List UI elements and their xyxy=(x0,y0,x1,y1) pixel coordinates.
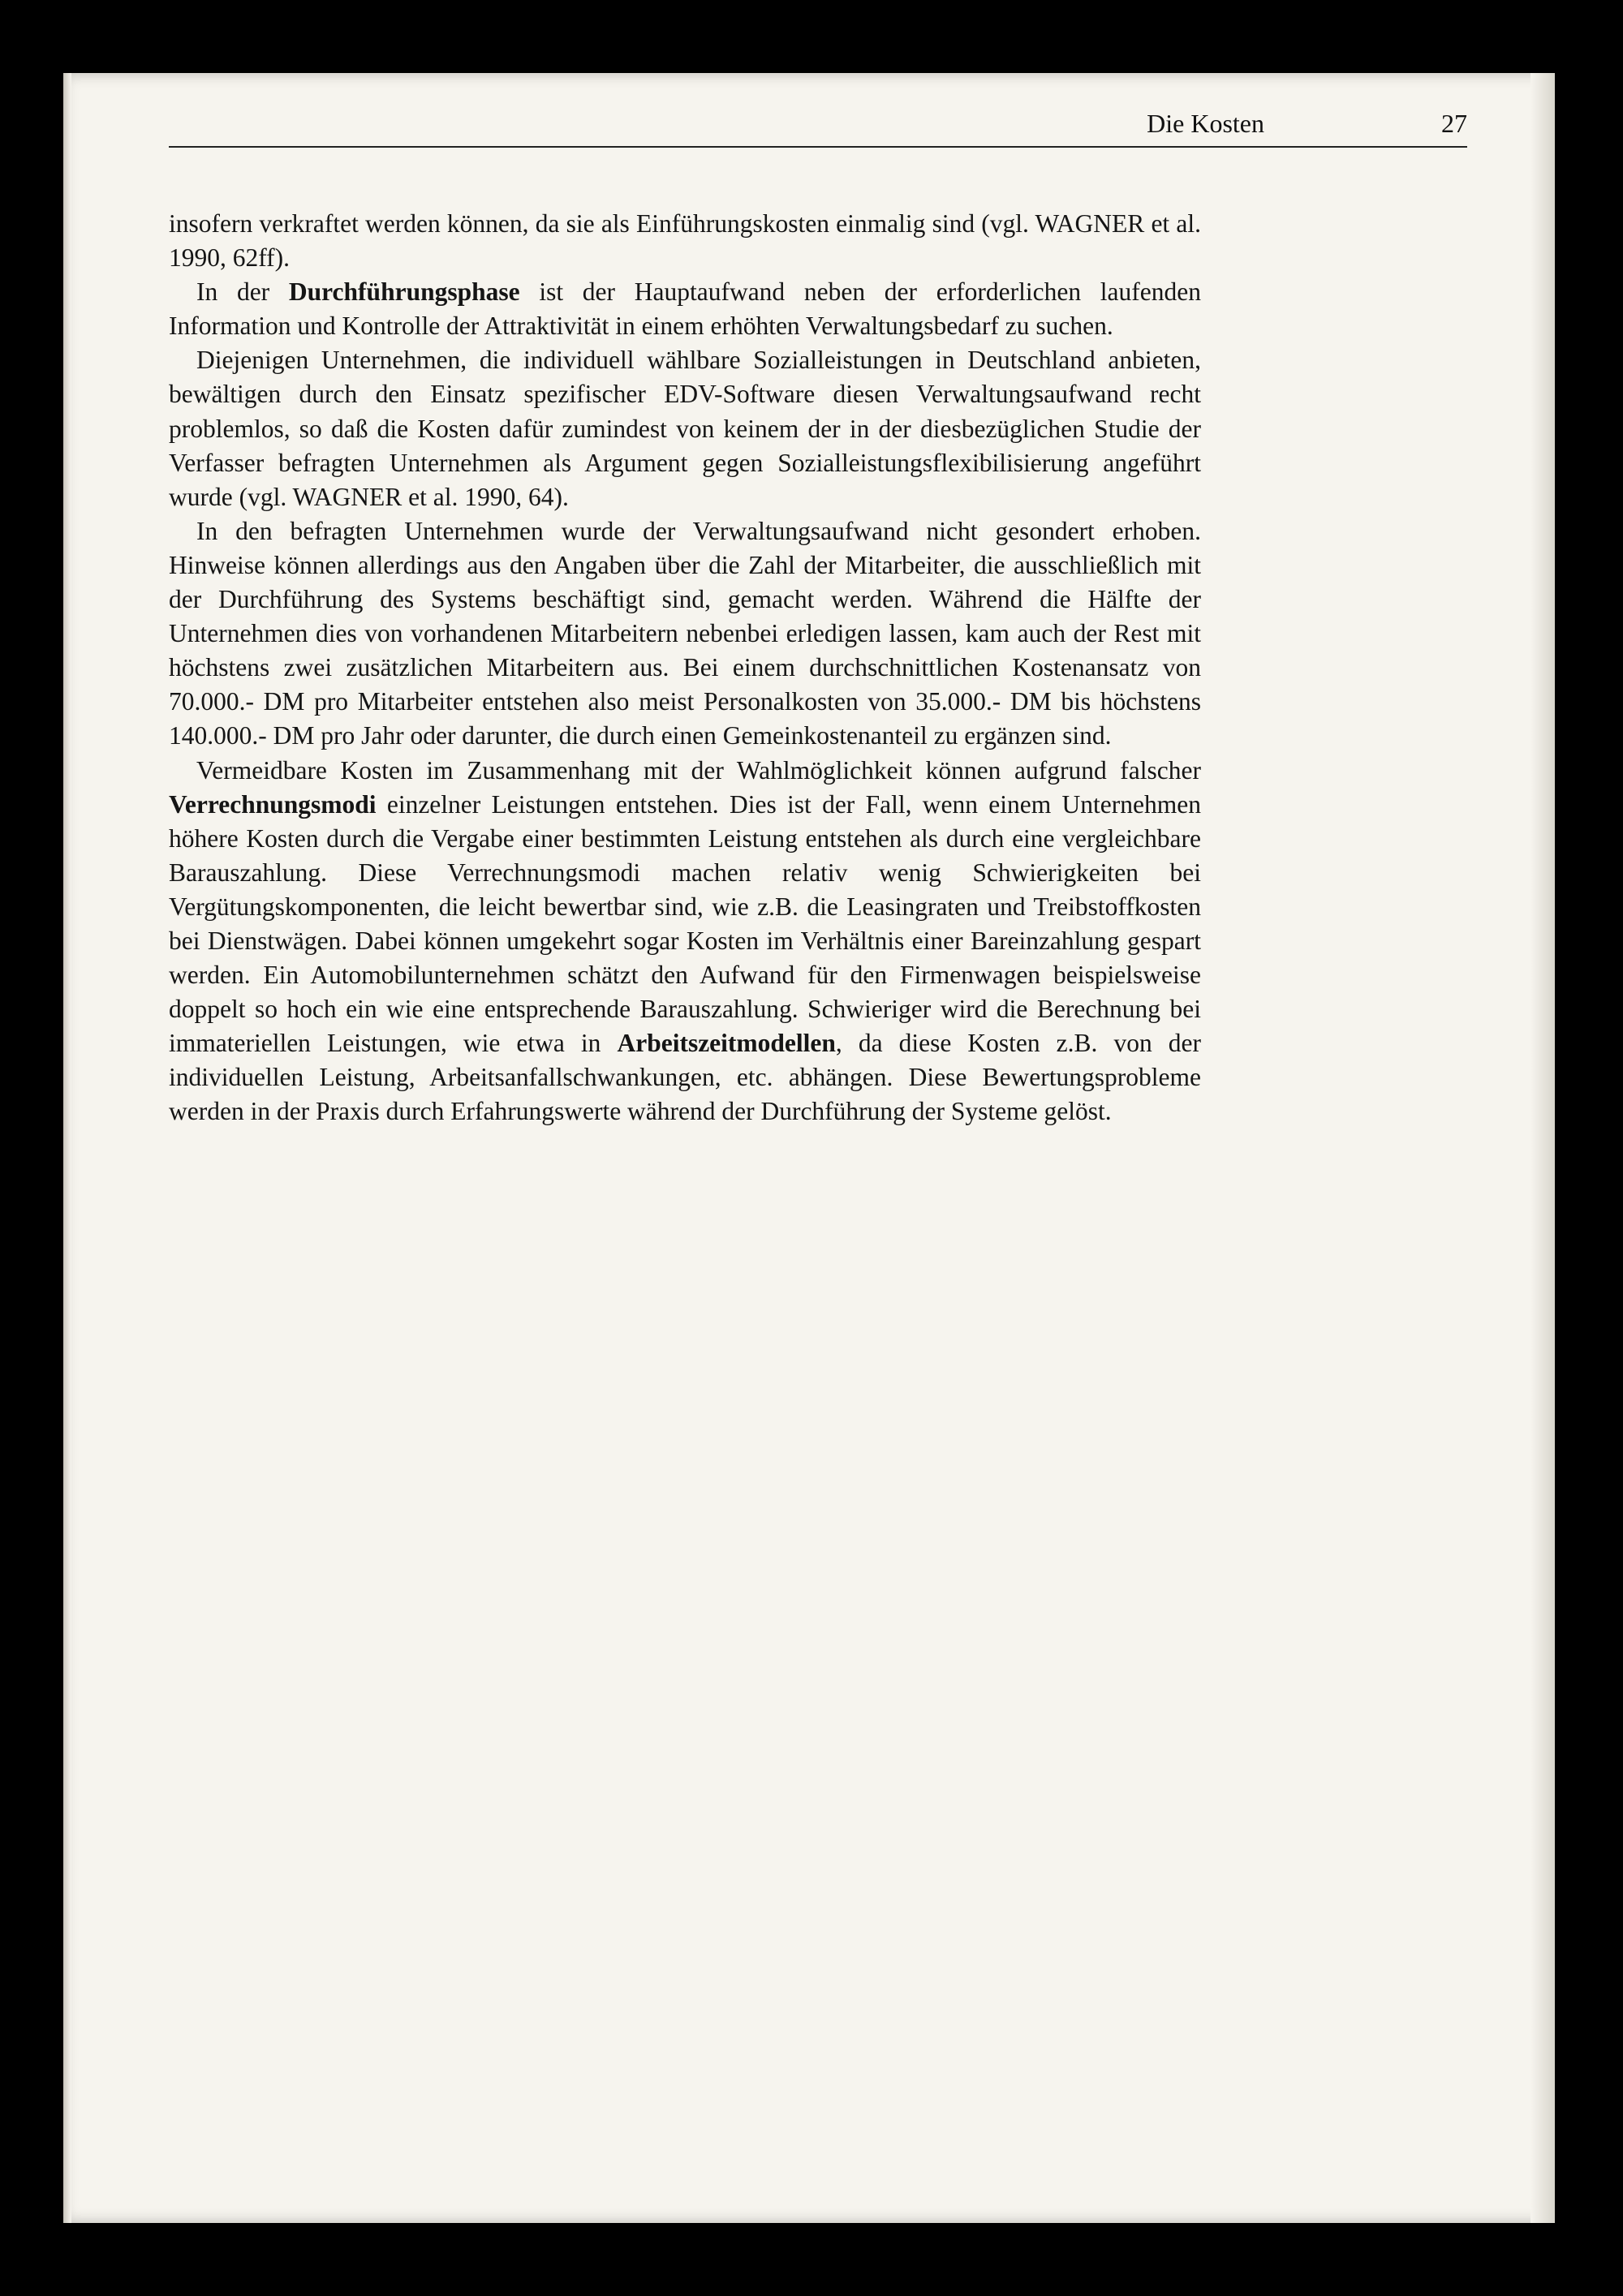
text-segment: Vermeidbare Kosten im Zusammenhang mit der Wahlmöglichkeit können aufgrund falscher xyxy=(196,755,1201,785)
text-segment: , da diese Kosten z.B. von der individuellen Leistung, Arbeitsanfallschwankungen, etc. abhängen. Diese Bewertungsprobleme werden in der Praxis durch Erfahrungswerte während der Durchführung der Systeme gelöst. xyxy=(169,1029,1201,1126)
text-segment: Diejenigen Unternehmen, die individuell wählbare Sozialleistungen in Deutschland anbieten, bewältigen durch den Einsatz spezifischer EDV-Software diesen Verwaltungsaufwand recht problemlos, so daß die Kosten dafür zumindest von keinem der in der diesbezüglichen Studie der Verfasser befragten Unternehmen als Argument gegen Sozialleistungsflexibilisierung angeführt wurde (vgl. WAGNER et al. 1990, 64). xyxy=(169,346,1201,511)
text-segment: insofern verkraftet werden können, da sie als Einführungskosten einmalig sind (vgl. WAGNER et al. 1990, 62ff). xyxy=(169,209,1201,273)
paragraph-5 xyxy=(169,754,1201,1129)
text-segment: einzelner Leistungen entstehen. Dies ist der Fall, wenn einem Unternehmen höhere Kosten durch die Vergabe einer bestimmten Leistung entstehen als durch eine vergleichbare Barauszahlung. Diese Verrechnungsmodi machen relativ wenig Schwierigkeiten bei Vergütungskomponenten, die leicht bewertbar sind, wie z.B. die Leasingraten und Treibstoffkosten bei Dienstwägen. Dabei können umgekehrt sogar Kosten im Verhältnis einer Bareinzahlung gespart werden. Ein Automobilunternehmen schätzt den Aufwand für den Firmenwagen beispielsweise doppelt so hoch ein wie eine entsprechende Barauszahlung. Schwieriger wird die Berechnung bei immateriellen Leistungen, wie etwa in xyxy=(169,789,1201,1058)
body-text xyxy=(169,207,1201,1129)
page-right-edge xyxy=(1530,73,1555,2223)
bold-term: Verrechnungsmodi xyxy=(169,789,377,819)
header-rule xyxy=(169,146,1467,148)
bold-term: Durchführungsphase xyxy=(288,277,520,307)
text-segment: ist der Hauptaufwand neben der erforderlichen laufenden Information und Kontrolle der Attraktivität in einem erhöhten Verwaltungsbedarf zu suchen. xyxy=(169,277,1201,341)
page-binding-shadow xyxy=(63,73,71,2223)
paragraph-4 xyxy=(169,514,1201,754)
paragraph-2 xyxy=(169,275,1201,343)
running-header xyxy=(169,104,1467,153)
bold-term: Arbeitszeitmodellen xyxy=(617,1029,836,1058)
text-segment: In den befragten Unternehmen wurde der Verwaltungsaufwand nicht gesondert erhoben. Hinweise können allerdings aus den Angaben über die Zahl der Mitarbeiter, die ausschließlich mit der Durchführung des Systems beschäftigt sind, gemacht werden. Während die Hälfte der Unternehmen dies von vorhandenen Mitarbeitern nebenbei erledigen lassen, kam auch der Rest mit höchstens zwei zusätzlichen Mitarbeitern aus. Bei einem durchschnittlichen Kostenansatz von 70.000.- DM pro Mitarbeiter entstehen also meist Personalkosten von 35.000.- DM bis höchstens 140.000.- DM pro Jahr oder darunter, die durch einen Gemeinkostenanteil zu ergänzen sind. xyxy=(169,516,1201,750)
running-title: Die Kosten xyxy=(1147,109,1264,138)
page-number: 27 xyxy=(1441,109,1467,138)
text-segment: In der xyxy=(196,277,289,307)
paragraph-1 xyxy=(169,207,1201,275)
paragraph-3 xyxy=(169,343,1201,514)
